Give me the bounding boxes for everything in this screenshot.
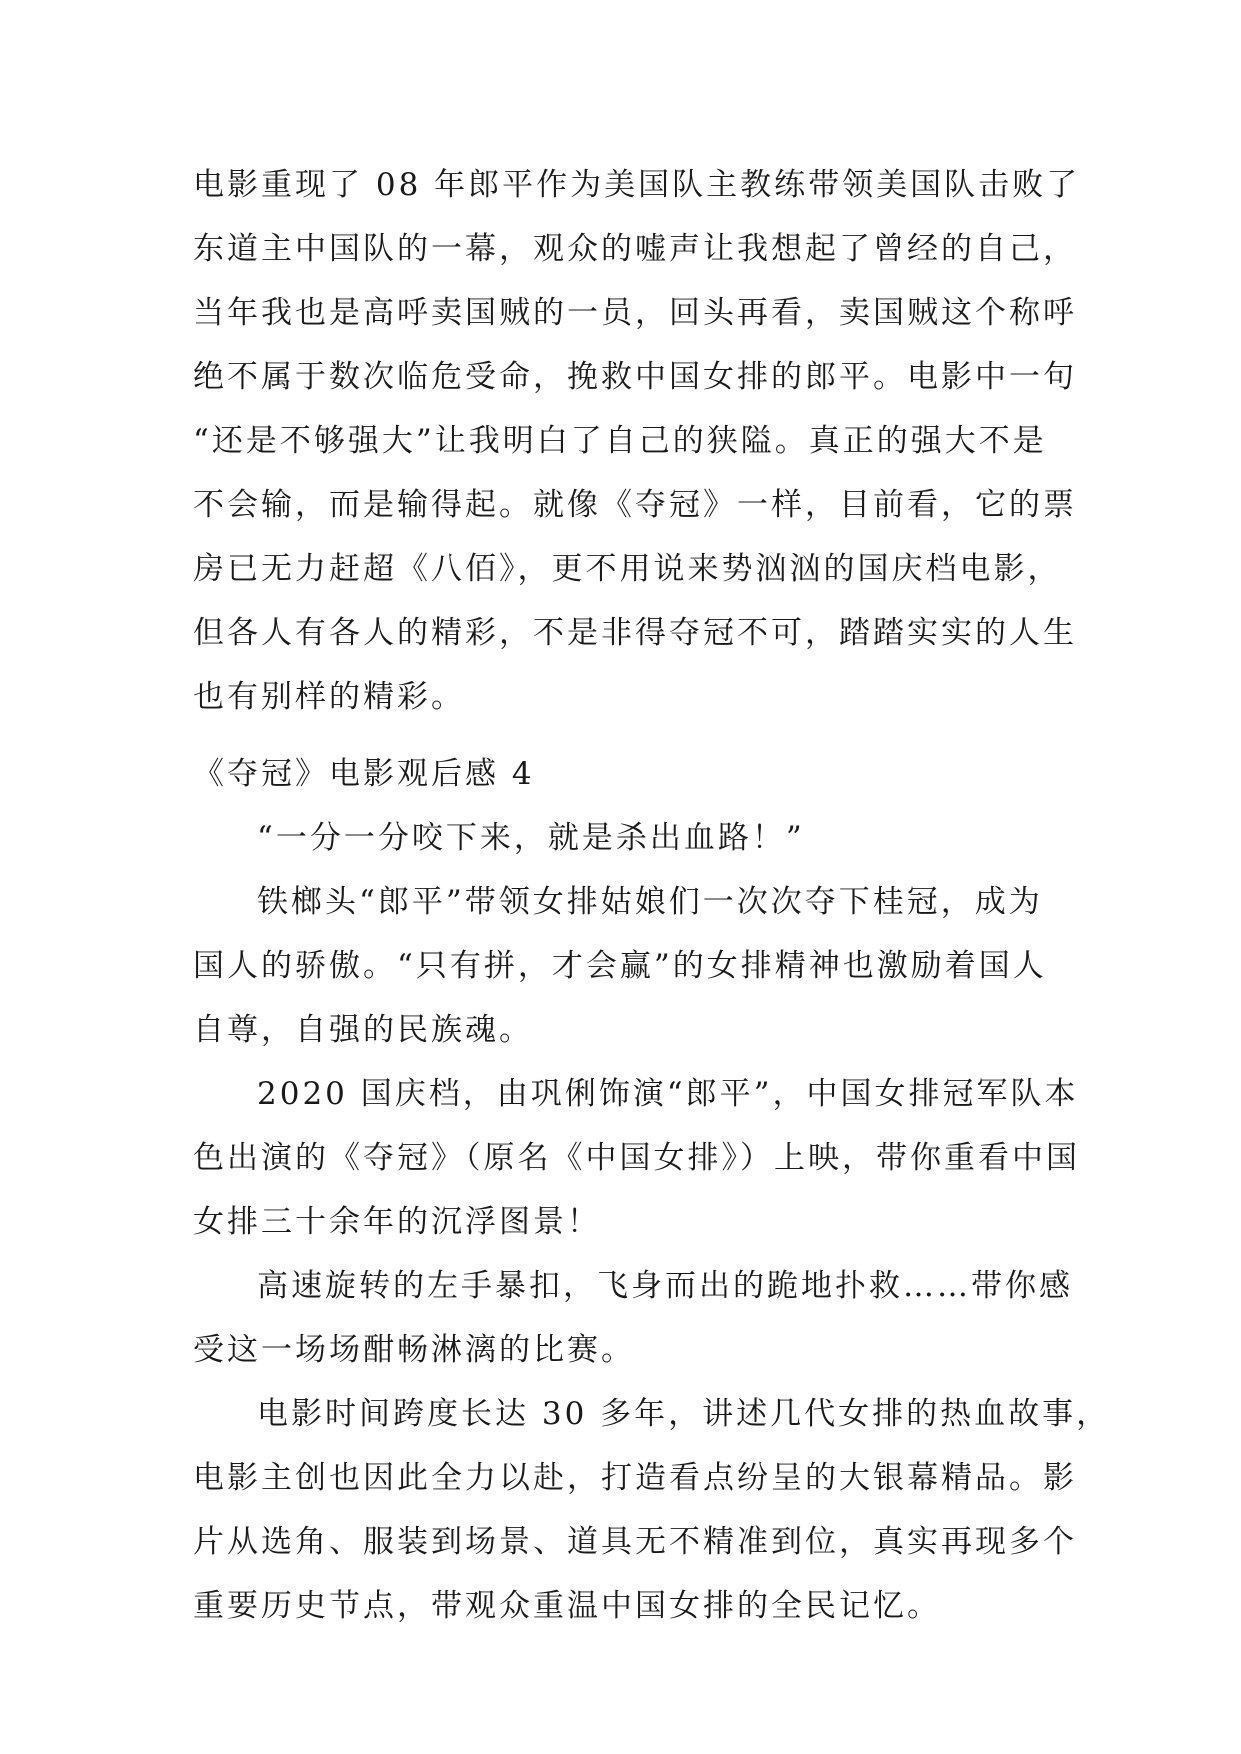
text-line: 2020 国庆档，由巩俐饰演“郎平”，中国女排冠军队本: [257, 1076, 1079, 1112]
intro-paragraph: [193, 153, 1081, 729]
text-line: 国人的骄傲。“只有拼，才会赢”的女排精神也激励着国人: [193, 948, 1047, 984]
text-line: 也有别样的精彩。: [193, 679, 465, 715]
paragraph: [193, 1382, 1111, 1638]
paragraph: [193, 1062, 1080, 1254]
text-line: 女排三十余年的沉浮图景！: [193, 1204, 601, 1240]
text-line: 绝不属于数次临危受命，挽救中国女排的郎平。电影中一句: [193, 359, 1077, 395]
section-title: 《夺冠》电影观后感 4: [193, 756, 535, 792]
text-line: 东道主中国队的一幕，观众的嘘声让我想起了曾经的自己，: [193, 231, 1077, 267]
text-line: 电影主创也因此全力以赴，打造看点纷呈的大银幕精品。影: [193, 1460, 1077, 1496]
text-line: 高速旋转的左手暴扣，飞身而出的跪地扑救……带你感: [257, 1268, 1073, 1304]
text-line: 受这一场场酣畅淋漓的比赛。: [193, 1332, 635, 1368]
text-line: 铁榔头“郎平”带领女排姑娘们一次次夺下桂冠，成为: [257, 884, 1043, 920]
text-line: 房已无力赶超《八佰》，更不用说来势汹汹的国庆档电影，: [193, 551, 1062, 587]
text-line: 当年我也是高呼卖国贼的一员，回头再看，卖国贼这个称呼: [193, 295, 1077, 331]
paragraph: [193, 1254, 1073, 1382]
text-line: 片从选角、服装到场景、道具无不精准到位，真实再现多个: [193, 1524, 1077, 1560]
text-line: 但各人有各人的精彩，不是非得夺冠不可，踏踏实实的人生: [193, 615, 1077, 651]
text-line: “还是不够强大”让我明白了自己的狭隘。真正的强大不是: [193, 423, 1047, 459]
text-line: 电影时间跨度长达 30 多年，讲述几代女排的热血故事，: [257, 1396, 1111, 1432]
essay-section: [193, 742, 1111, 1638]
opening-quote: “一分一分咬下来，就是杀出血路！”: [257, 820, 805, 856]
text-line: 重要历史节点，带观众重温中国女排的全民记忆。: [193, 1588, 941, 1624]
text-line: 色出演的《夺冠》（原名《中国女排》）上映，带你重看中国: [193, 1140, 1080, 1176]
text-line: 不会输，而是输得起。就像《夺冠》一样，目前看，它的票: [193, 487, 1077, 523]
text-line: 自尊，自强的民族魂。: [193, 1012, 533, 1048]
text-line: 电影重现了 08 年郎平作为美国队主教练带领美国队击败了: [193, 167, 1081, 203]
paragraph: [193, 870, 1073, 1062]
